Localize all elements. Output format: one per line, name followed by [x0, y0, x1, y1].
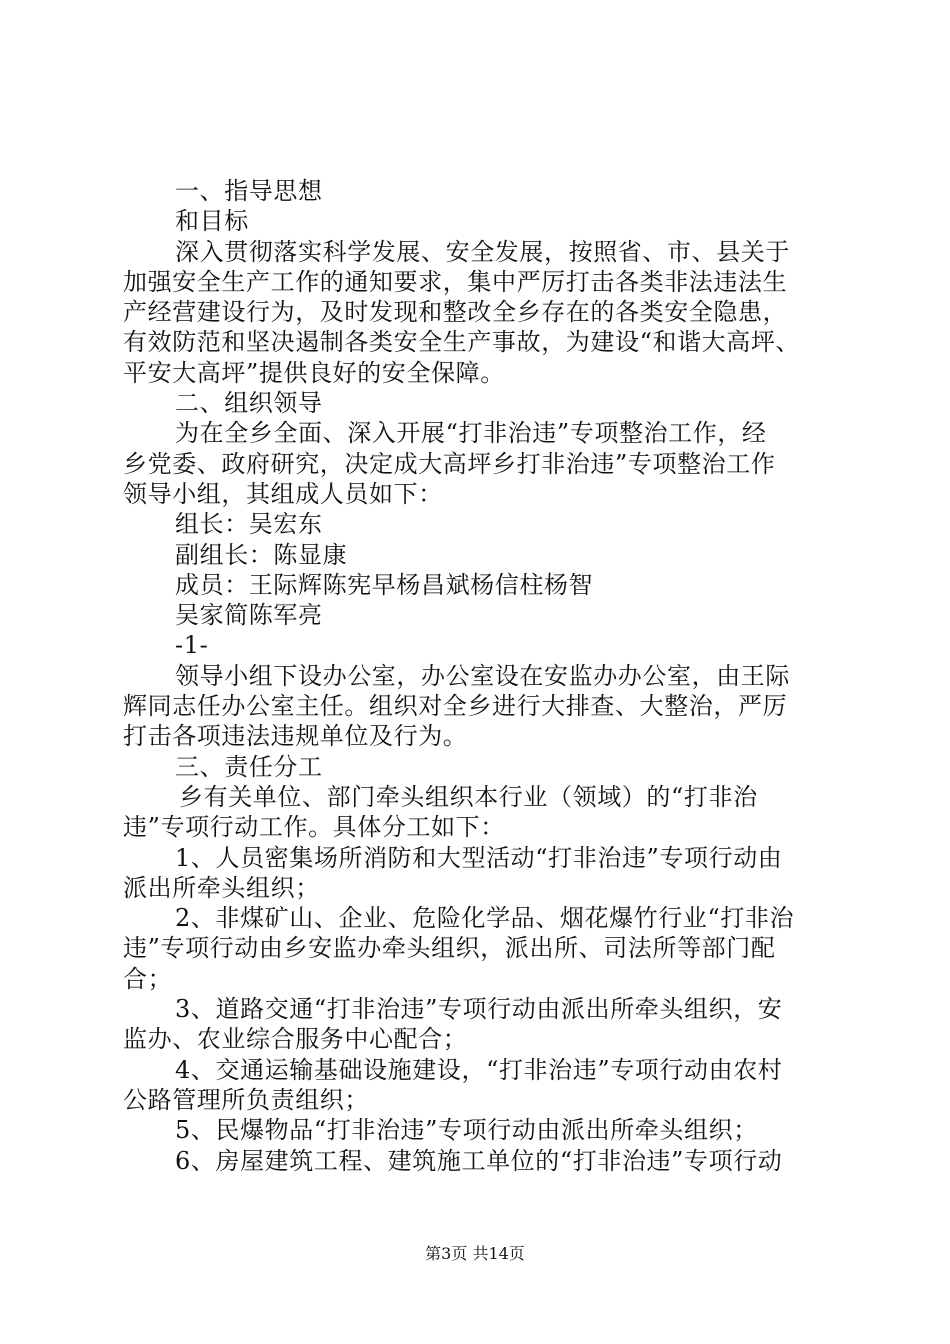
paragraph-line: 领导小组下设办公室，办公室设在安监办办公室，由王际 [175, 661, 790, 690]
section-heading-organization: 二、组织领导 [175, 389, 323, 418]
paragraph-line: 为在全乡全面、深入开展“打非治违”专项整治工作，经 [175, 419, 767, 448]
paragraph-line: 平安大高坪”提供良好的安全保障。 [123, 358, 505, 387]
paragraph-line: 领导小组，其组成人员如下： [123, 479, 443, 508]
section-heading-guiding-thought: 一、指导思想 [175, 177, 323, 205]
list-item-5: 5、民爆物品“打非治违”专项行动由派出所牵头组织； [175, 1116, 758, 1145]
list-item-2-continued: 合； [123, 964, 173, 993]
member-leader: 组长：吴宏东 [175, 510, 323, 539]
list-item-4: 4、交通运输基础设施建设，“打非治违”专项行动由农村 [175, 1055, 783, 1084]
paragraph-line: 乡党委、政府研究，决定成大高坪乡打非治违”专项整治工作 [123, 449, 776, 478]
paragraph-line: 有效防范和坚决遏制各类安全生产事故，为建设“和谐大高坪、 [123, 328, 801, 357]
paragraph-line: 加强安全生产工作的通知要求，集中严厉打击各类非法违法生 [123, 267, 788, 296]
paragraph-line: 打击各项违法违规单位及行为。 [123, 722, 468, 751]
document-body [123, 176, 843, 1176]
member-list: 成员：王际辉陈宪早杨昌斌杨信柱杨智 [175, 570, 594, 599]
list-item-2-continued: 违”专项行动由乡安监办牵头组织，派出所、司法所等部门配 [123, 934, 776, 963]
paragraph-line: 乡有关单位、部门牵头组织本行业（领域）的“打非治 [179, 782, 758, 811]
list-item-1: 1、人员密集场所消防和大型活动“打非治违”专项行动由 [175, 843, 783, 872]
member-list-continued: 吴家简陈军亮 [175, 601, 323, 630]
paragraph-line: 产经营建设行为，及时发现和整改全乡存在的各类安全隐患， [123, 298, 788, 327]
list-item-2: 2、非煤矿山、企业、危险化学品、烟花爆竹行业“打非治 [175, 904, 795, 933]
inline-page-marker: -1- [175, 631, 209, 660]
list-item-4-continued: 公路管理所负责组织； [123, 1085, 369, 1114]
paragraph-line: 违”专项行动工作。具体分工如下： [123, 813, 505, 842]
list-item-3: 3、道路交通“打非治违”专项行动由派出所牵头组织，安 [175, 995, 783, 1024]
section-heading-responsibilities: 三、责任分工 [175, 752, 323, 781]
member-deputy-leader: 副组长：陈显康 [175, 540, 348, 569]
list-item-1-continued: 派出所牵头组织； [123, 873, 320, 902]
page-footer: 第3页 共14页 [425, 1244, 525, 1263]
list-item-6: 6、房屋建筑工程、建筑施工单位的“打非治违”专项行动 [175, 1146, 783, 1175]
paragraph-line: 辉同志任办公室主任。组织对全乡进行大排查、大整治，严厉 [123, 692, 788, 721]
list-item-3-continued: 监办、农业综合服务中心配合； [123, 1025, 468, 1054]
section-heading-continuation: 和目标 [175, 207, 249, 236]
paragraph-line: 深入贯彻落实科学发展、安全发展，按照省、市、县关于 [175, 237, 790, 266]
